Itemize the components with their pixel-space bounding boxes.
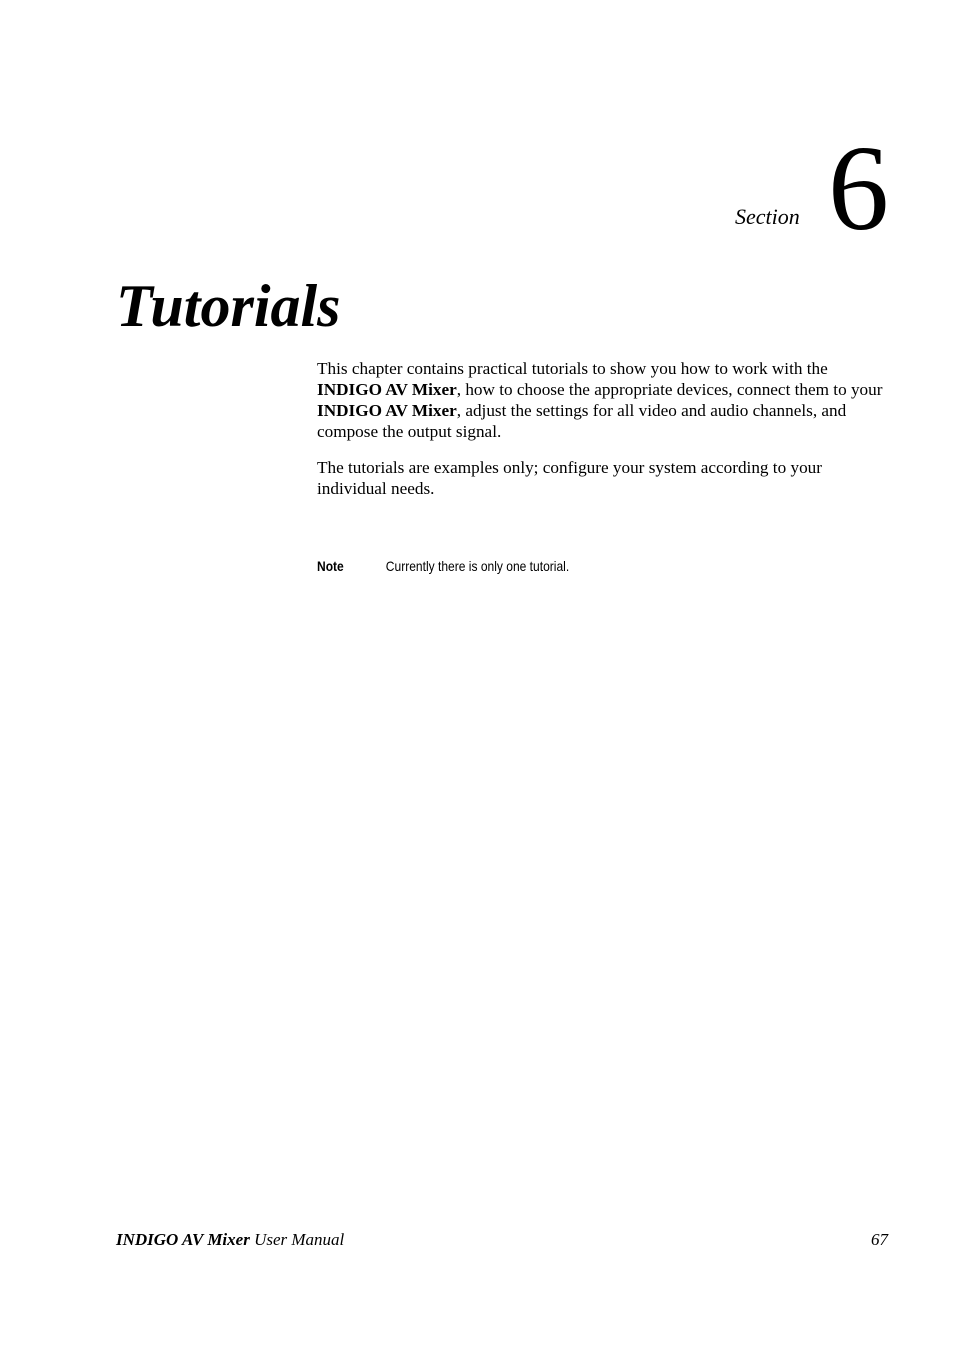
page-number: 67 [871,1230,888,1249]
intro-text [317,358,889,514]
note-box [317,557,569,575]
section-number: 6 [828,121,889,256]
note-label: Note [317,558,344,574]
intro-p1-text-3: , adjust the settings for all video and audio channels, and compose the output signal. [317,401,847,441]
note-text: Currently there is only one tutorial. [385,558,570,574]
intro-paragraph-2: The tutorials are examples only; configure your system according to your individual needs. [317,458,822,498]
footer-title [116,1230,344,1250]
intro-p1-text-2: , how to choose the appropriate devices, connect them to your [456,380,883,399]
section-label: Section [735,204,800,229]
intro-p1-text-1: This chapter contains practical tutorials to show you how to work with the [317,359,828,378]
chapter-title: Tutorials [116,273,341,339]
footer-product: INDIGO AV Mixer [116,1230,250,1249]
intro-paragraph-1 [317,358,889,442]
footer-doc: User Manual [249,1230,345,1249]
product-name-bold-1: INDIGO AV Mixer [317,380,457,399]
product-name-bold-2: INDIGO AV Mixer [317,401,457,420]
